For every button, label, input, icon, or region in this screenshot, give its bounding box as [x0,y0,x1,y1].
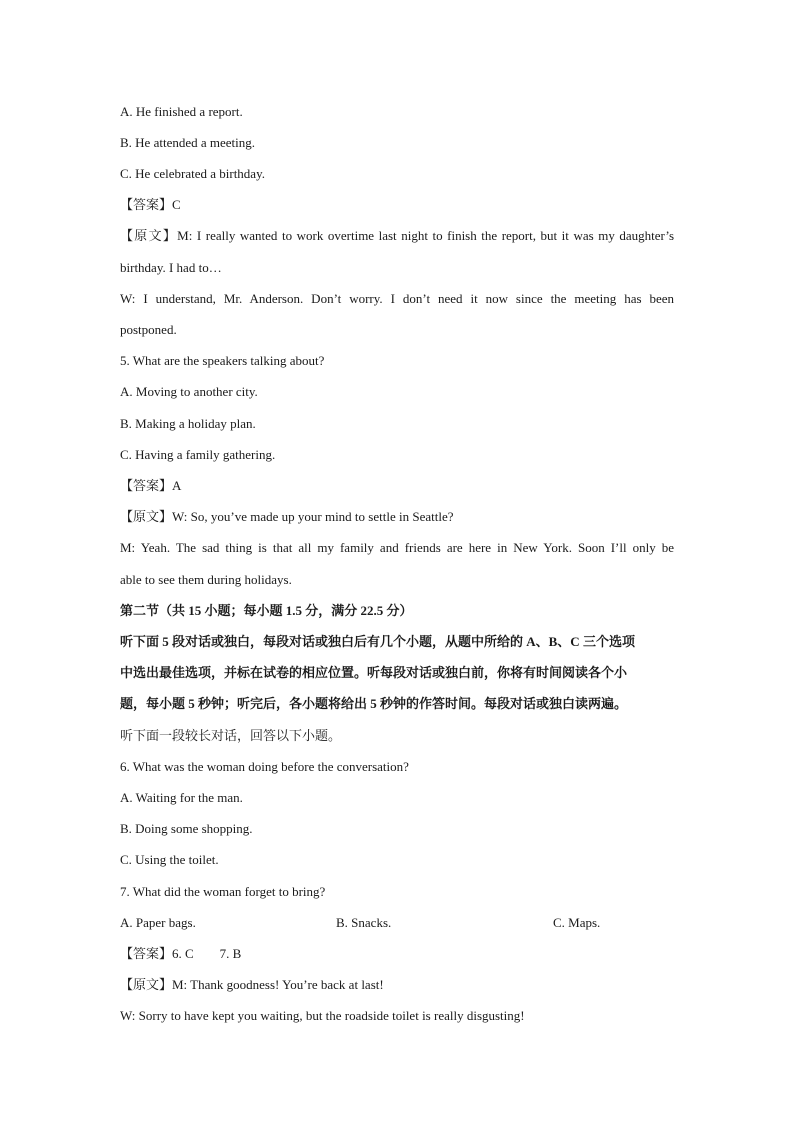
section-2-instructions-2: 中选出最佳选项，并标在试卷的相应位置。听每段对话或独白前，你将有时间阅读各个小 [120,665,628,680]
q6-option-b: B. Doing some shopping. [120,821,253,836]
dialogue-intro: 听下面一段较长对话，回答以下小题。 [120,728,342,743]
q7-option-b: B. Snacks. [336,915,392,930]
q4-option-c: C. He celebrated a birthday. [120,166,265,181]
q5-transcript-line-1: 【原文】W: So, you’ve made up your mind to settle in Seattle? [120,509,454,524]
q5-transcript-line-2: M: Yeah. The sad thing is that all my family and friends are here in New York. Soon I’ll only be [120,540,674,555]
section-2-instructions-3: 题，每小题 5 秒钟；听完后，各小题将给出 5 秒钟的作答时间。每段对话或独白读两遍。 [120,696,628,711]
q6-q7-transcript-line-1: 【原文】M: Thank goodness! You’re back at last! [120,977,384,992]
q4-transcript-line-4: postponed. [120,322,177,337]
q6-question: 6. What was the woman doing before the conversation? [120,759,409,774]
q4-transcript-line-2: birthday. I had to… [120,260,222,275]
q4-option-a: A. He finished a report. [120,104,243,119]
q4-transcript-line-1: 【原文】M: I really wanted to work overtime last night to finish the report, but it was my daughter’s [120,228,674,243]
q5-answer: 【答案】A [120,478,182,493]
q7-option-a: A. Paper bags. [120,915,196,930]
q7-option-c: C. Maps. [553,915,601,930]
q4-option-b: B. He attended a meeting. [120,135,256,150]
section-2-heading: 第二节（共 15 小题；每小题 1.5 分，满分 22.5 分） [120,603,413,618]
q5-question: 5. What are the speakers talking about? [120,353,325,368]
q6-q7-transcript-line-2: W: Sorry to have kept you waiting, but the roadside toilet is really disgusting! [120,1008,525,1023]
q6-option-c: C. Using the toilet. [120,852,219,867]
q6-option-a: A. Waiting for the man. [120,790,243,805]
q5-option-b: B. Making a holiday plan. [120,416,256,431]
q5-transcript-line-3: able to see them during holidays. [120,572,292,587]
q5-option-a: A. Moving to another city. [120,384,258,399]
q6-q7-answer: 【答案】6. C 7. B [120,946,242,961]
q5-option-c: C. Having a family gathering. [120,447,276,462]
q4-transcript-line-3: W: I understand, Mr. Anderson. Don’t worry. I don’t need it now since the meeting has been [120,291,674,306]
q7-question: 7. What did the woman forget to bring? [120,884,326,899]
section-2-instructions-1: 听下面 5 段对话或独白，每段对话或独白后有几个小题，从题中所给的 A、B、C 三个选项 [120,634,635,649]
q4-answer: 【答案】C [120,197,181,212]
